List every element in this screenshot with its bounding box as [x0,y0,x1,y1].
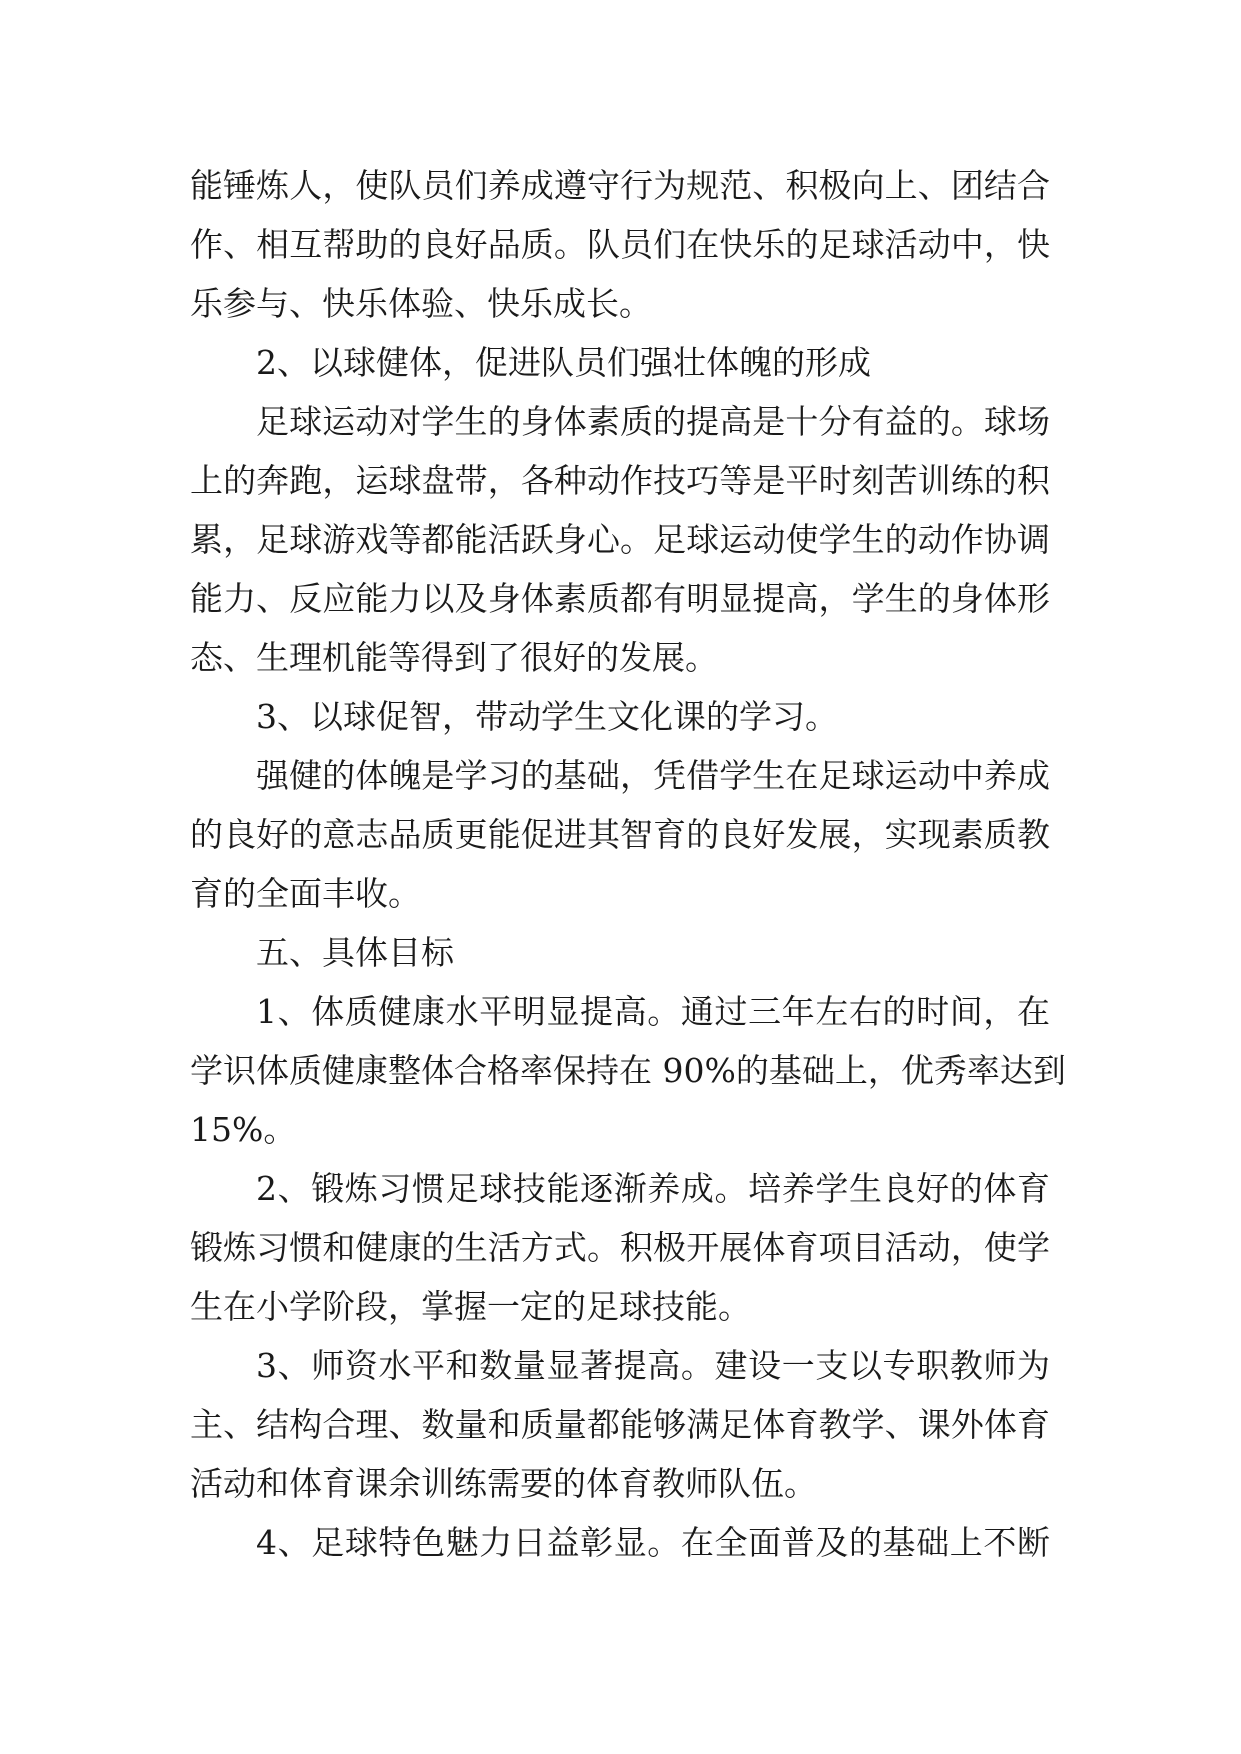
section-heading: 五、具体目标 [256,933,454,972]
paragraph-line: 锻炼习惯和健康的生活方式。积极开展体育项目活动，使学 [190,1228,1050,1267]
paragraph-line: 态、生理机能等得到了很好的发展。 [190,638,718,677]
paragraph-line: 1、体质健康水平明显提高。通过三年左右的时间，在 [256,992,1050,1031]
paragraph-line: 生在小学阶段，掌握一定的足球技能。 [190,1287,751,1326]
paragraph-line: 的良好的意志品质更能促进其智育的良好发展，实现素质教 [190,815,1050,854]
section-heading: 2、以球健体，促进队员们强壮体魄的形成 [256,343,871,382]
paragraph-line: 主、结构合理、数量和质量都能够满足体育教学、课外体育 [190,1405,1050,1444]
paragraph-line: 强健的体魄是学习的基础，凭借学生在足球运动中养成 [256,756,1050,795]
paragraph-line: 育的全面丰收。 [190,874,421,913]
paragraph-line: 作、相互帮助的良好品质。队员们在快乐的足球活动中，快 [190,225,1050,264]
paragraph-line: 15%。 [190,1110,297,1149]
paragraph-line: 学识体质健康整体合格率保持在 90%的基础上，优秀率达到 [190,1051,1066,1090]
paragraph-line: 足球运动对学生的身体素质的提高是十分有益的。球场 [256,402,1050,441]
paragraph-line: 2、锻炼习惯足球技能逐渐养成。培养学生良好的体育 [256,1169,1050,1208]
paragraph-line: 能锤炼人，使队员们养成遵守行为规范、积极向上、团结合 [190,166,1050,205]
paragraph-line: 累，足球游戏等都能活跃身心。足球运动使学生的动作协调 [190,520,1050,559]
paragraph-line: 3、师资水平和数量显著提高。建设一支以专职教师为 [256,1346,1050,1385]
paragraph-line: 活动和体育课余训练需要的体育教师队伍。 [190,1464,817,1503]
paragraph-line: 4、足球特色魅力日益彰显。在全面普及的基础上不断 [256,1523,1050,1562]
paragraph-line: 乐参与、快乐体验、快乐成长。 [190,284,652,323]
document-body [190,156,1066,1572]
section-heading: 3、以球促智，带动学生文化课的学习。 [256,697,838,736]
paragraph-line: 上的奔跑，运球盘带，各种动作技巧等是平时刻苦训练的积 [190,461,1050,500]
paragraph-line: 能力、反应能力以及身体素质都有明显提高，学生的身体形 [190,579,1050,618]
